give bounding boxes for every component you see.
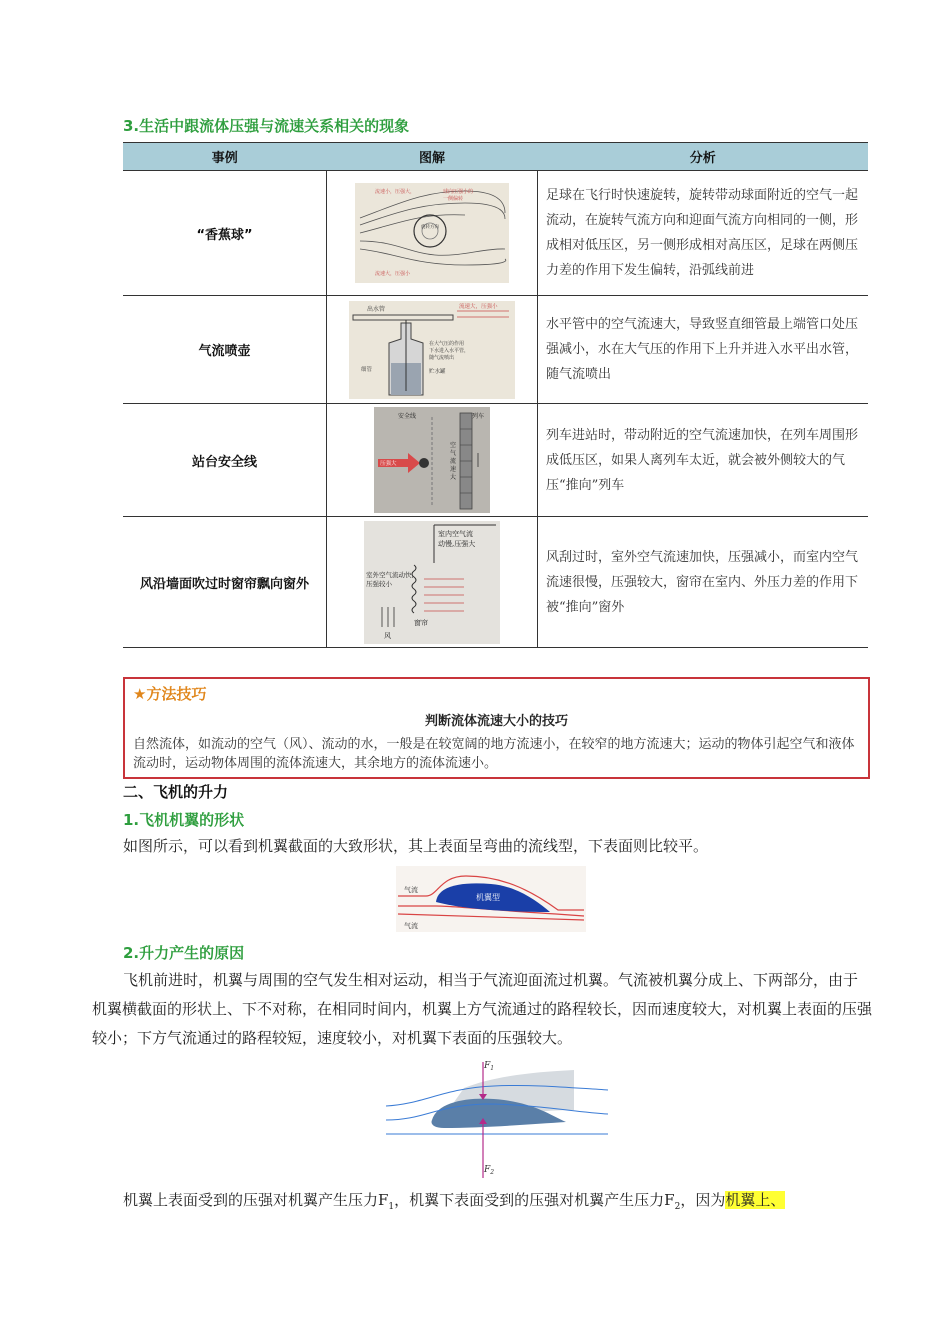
- section3-title: 3.生活中跟流体压强与流速关系相关的现象: [123, 117, 410, 135]
- table-row: [123, 296, 868, 404]
- fig-label: 室外空气流动快,: [366, 570, 414, 579]
- fig-label: 室内空气流: [438, 529, 473, 538]
- fig-label: 流: [450, 458, 457, 465]
- sub2-text: 飞机前进时，机翼与周围的空气发生相对运动，相当于气流迎面流过机翼。气流被机翼分成上、下两部分，由于机翼横截面的形状上、下不对称，在相同时间内，机翼上方气流通过的路程较长，因而速度较大，对机翼上表面的压强较小；下方气流通过的路程较短，速度较小，对机翼下表面的压强较大。: [92, 971, 873, 1047]
- banana-ball-diagram: [355, 183, 509, 283]
- spray-pot-figure: [349, 301, 515, 399]
- fig-label: 动慢,压强大: [438, 539, 476, 548]
- analysis-cell: 列车进站时，带动附近的空气流速加快，在列车周围形成低压区，如果人离列车太近，就会被外侧较大的气压“推向”列车: [538, 404, 869, 517]
- curtain-diagram: [364, 521, 500, 644]
- force-label-f2: $F_2$: [484, 1165, 495, 1176]
- sub1-title: 1.飞机机翼的形状: [123, 811, 245, 829]
- method-tip-box: [123, 677, 870, 779]
- tip-subtitle: 判断流体流速大小的技巧: [424, 714, 568, 729]
- force-label-f1: $F_1$: [484, 1061, 495, 1072]
- fig-label: 安全线: [398, 413, 417, 420]
- figure-cell: [327, 517, 538, 648]
- fig-label: 细管: [361, 366, 373, 373]
- fig-label: 窗帘: [414, 618, 428, 627]
- example-cell: 气流喷壶: [123, 296, 327, 404]
- fig-label: 随气流喷出: [429, 354, 455, 361]
- spray-pot-diagram: [349, 301, 515, 399]
- fig-label: 下水进入水平管，: [429, 347, 470, 354]
- header-analysis: 分析: [538, 143, 869, 171]
- section2-title: 二、飞机的升力: [123, 783, 229, 801]
- example-cell: 风沿墙面吹过时窗帘飘向窗外: [123, 517, 327, 648]
- figure-cell: [327, 404, 538, 517]
- fig-label: 贮水罐: [429, 368, 446, 375]
- curtain-figure: [364, 521, 500, 644]
- fig-label: 大: [450, 474, 457, 481]
- analysis-cell: 水平管中的空气流速大，导致竖直细管最上端管口处压强减小，水在大气压的作用下上升并进入水平出水管，随气流喷出: [538, 296, 869, 404]
- fig-label: 空: [450, 442, 457, 449]
- highlighted-text: 机翼上、: [725, 1191, 786, 1209]
- phenomena-table: [123, 142, 868, 648]
- lift-force-figure: [384, 1058, 610, 1180]
- figure-cell: [327, 171, 538, 296]
- fig-label: 在大气压的作用: [429, 340, 465, 347]
- fig-label: 列车: [472, 413, 485, 420]
- tip-title: ★方法技巧: [133, 685, 207, 703]
- fig-label: 球向压强小的: [443, 189, 474, 195]
- table-row: [123, 404, 868, 517]
- example-cell: 站台安全线: [123, 404, 327, 517]
- fig-label: 风: [384, 631, 391, 640]
- last-line-text: 机翼上表面受到的压强对机翼产生压力$F_1$，机翼下表面受到的压强对机翼产生压力$F_2$，因为机翼上、: [123, 1191, 786, 1212]
- fig-label: 旋转方向: [421, 225, 439, 230]
- fig-label: 流速小，压强大，: [375, 189, 416, 195]
- fig-label: 流速大，压强小: [459, 303, 498, 310]
- tip-body: 自然流体，如流动的空气（风）、流动的水，一般是在较宽阔的地方流速小，在较窄的地方流速大；运动的物体引起空气和液体流动时，运动物体周围的流体流速大，其余地方的流体流速小。: [133, 737, 855, 771]
- banana-ball-figure: [355, 183, 509, 283]
- analysis-cell: 足球在飞行时快速旋转，旋转带动球面附近的空气一起流动，在旋转气流方向和迎面气流方向相同的一侧，形成相对低压区，另一侧形成相对高压区，足球在两侧压力差的作用下发生偏转，沿弧线前进: [538, 171, 869, 296]
- table-row: [123, 517, 868, 648]
- sub1-text: 如图所示，可以看到机翼截面的大致形状，其上表面呈弯曲的流线型，下表面则比较平。: [123, 837, 709, 855]
- header-figure: 图解: [327, 143, 538, 171]
- figure-cell: [327, 296, 538, 404]
- analysis-cell: 风刮过时，室外空气流速加快，压强减小，而室内空气流速很慢，压强较大，窗帘在室内、外压力差的作用下被“推向”窗外: [538, 517, 869, 648]
- wing-shape-figure: [396, 866, 586, 932]
- header-example: 事例: [123, 143, 327, 171]
- wing-label: 机翼型: [476, 893, 500, 902]
- fig-label: 压强较小: [366, 579, 392, 588]
- table-row: [123, 171, 868, 296]
- lift-force-diagram: [384, 1058, 610, 1180]
- fig-label: 气: [450, 450, 457, 457]
- example-cell: “香蕉球”: [123, 171, 327, 296]
- fig-label: 速: [450, 466, 457, 473]
- platform-safety-diagram: [374, 407, 490, 513]
- sub2-title: 2.升力产生的原因: [123, 944, 245, 962]
- wing-label-airflow-bottom: 气流: [404, 922, 418, 930]
- wing-shape-diagram: [396, 866, 586, 932]
- fig-label: 一侧偏转: [443, 196, 464, 202]
- fig-label: 流速大，压强小: [375, 271, 411, 277]
- fig-label: 压强大: [380, 461, 397, 467]
- platform-safety-figure: [374, 407, 490, 513]
- fig-label: 出水管: [367, 305, 386, 313]
- wing-label-airflow-top: 气流: [404, 886, 418, 894]
